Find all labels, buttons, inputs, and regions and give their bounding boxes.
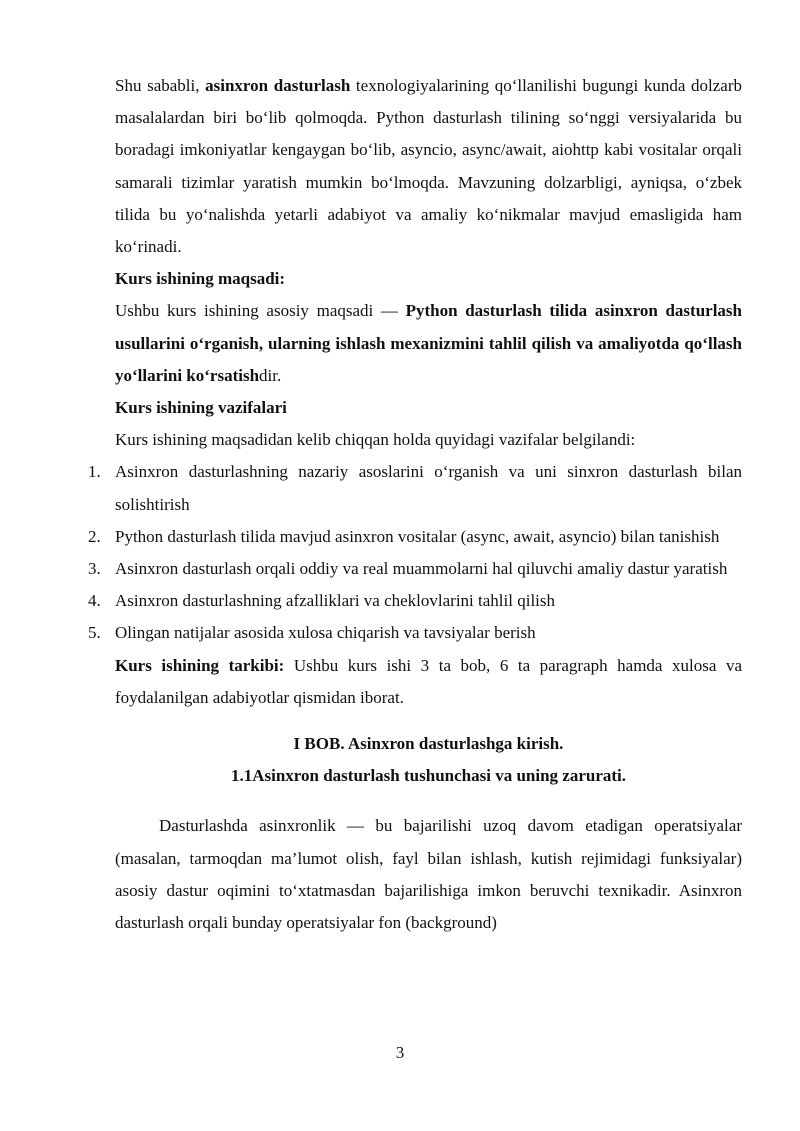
list-item — [88, 521, 742, 553]
intro-text-start: Shu sababli, — [115, 76, 206, 95]
list-item — [88, 553, 742, 585]
tasks-heading — [115, 392, 742, 424]
list-item — [88, 617, 742, 649]
goal-heading-text: Kurs ishining maqsadi: — [115, 269, 286, 289]
list-item — [88, 456, 742, 520]
tasks-heading-text: Kurs ishining vazifalari — [115, 398, 287, 418]
section-title-text: 1.1Asinxron dasturlash tushunchasi va uning zarurati. — [230, 766, 627, 786]
list-item-text: Olingan natijalar asosida xulosa chiqarish va tavsiyalar berish — [115, 623, 536, 643]
intro-text-rest: texnologiyalarining qo‘llanilishi bugungi kunda dolzarb masalalardan biri bo‘lib qolmoqda. Python dasturlash tilining so‘nggi versiyalarida bu boradagi imkoniyatlar kengaygan bo‘lib, asyncio, async/await, aiohttp kabi vositalar orqali samarali tizimlar yaratish mumkin bo‘lmoqda. Mavzuning dolzarbligi, ayniqsa, o‘zbek tilida bu yo‘nalishda yetarli adabiyot va amaliy ko‘nikmalar mavjud emasligida ham ko‘rinadi. — [115, 76, 743, 257]
spacer — [115, 792, 742, 810]
tasks-intro: Kurs ishining maqsadidan kelib chiqqan holda quyidagi vazifalar belgilandi: — [115, 430, 636, 450]
intro-paragraph — [115, 70, 742, 263]
body-paragraph: Dasturlashda asinxronlik — bu bajarilishi uzoq davom etadigan operatsiyalar (masalan, tarmoqdan ma’lumot olish, fayl bilan ishlash, kutish rejimidagi funksiyalar) asosiy dastur oqimini to‘xtatmasdan bajarilishiga imkon beruvchi texnikadir. Asinxron dasturlash orqali bunday operatsiyalar fon (background) — [115, 816, 742, 933]
structure-bold-label: Kurs ishining tarkibi: — [115, 655, 285, 675]
page-content — [88, 70, 743, 939]
tasks-list — [88, 456, 742, 649]
section-title — [115, 760, 742, 792]
list-item-text: Asinxron dasturlashning nazariy asoslarini o‘rganish va uni sinxron dasturlash bilan solishtirish — [115, 462, 742, 514]
list-item — [88, 585, 742, 617]
list-item-text: Asinxron dasturlash orqali oddiy va real muammolarni hal qiluvchi amaliy dastur yaratish — [115, 559, 728, 579]
spacer — [115, 714, 742, 728]
goal-bold-text: Python dasturlash tilida asinxron dasturlash usullarini o‘rganish, ularning ishlash mexanizmini tahlil qilish va amaliyotda qo‘llash yo‘llarini ko‘rsatish — [115, 301, 742, 385]
list-item-text: Asinxron dasturlashning afzalliklari va cheklovlarini tahlil qilish — [115, 591, 556, 611]
page-number: 3 — [395, 1043, 405, 1062]
goal-paragraph — [115, 295, 742, 392]
chapter-title-text: I BOB. Asinxron dasturlashga kirish. — [293, 734, 564, 754]
list-item-number: 2. — [88, 526, 101, 546]
chapter-title — [115, 728, 742, 760]
list-item-number: 4. — [88, 591, 101, 611]
goal-heading — [115, 263, 742, 295]
list-item-number: 5. — [88, 623, 101, 643]
structure-paragraph — [115, 650, 742, 714]
list-item-number: 1. — [88, 462, 101, 482]
goal-text-start: Ushbu kurs ishining asosiy maqsadi — — [115, 301, 406, 321]
intro-bold-term: asinxron dasturlash — [205, 76, 351, 95]
goal-text-end: dir. — [259, 365, 282, 385]
structure-text: Ushbu kurs ishi 3 ta bob, 6 ta paragraph hamda xulosa va foydalanilgan adabiyotlar qismidan iborat. — [115, 655, 742, 707]
list-item-number: 3. — [88, 559, 101, 579]
list-item-text: Python dasturlash tilida mavjud asinxron vositalar (async, await, asyncio) bilan tanishish — [115, 526, 720, 546]
